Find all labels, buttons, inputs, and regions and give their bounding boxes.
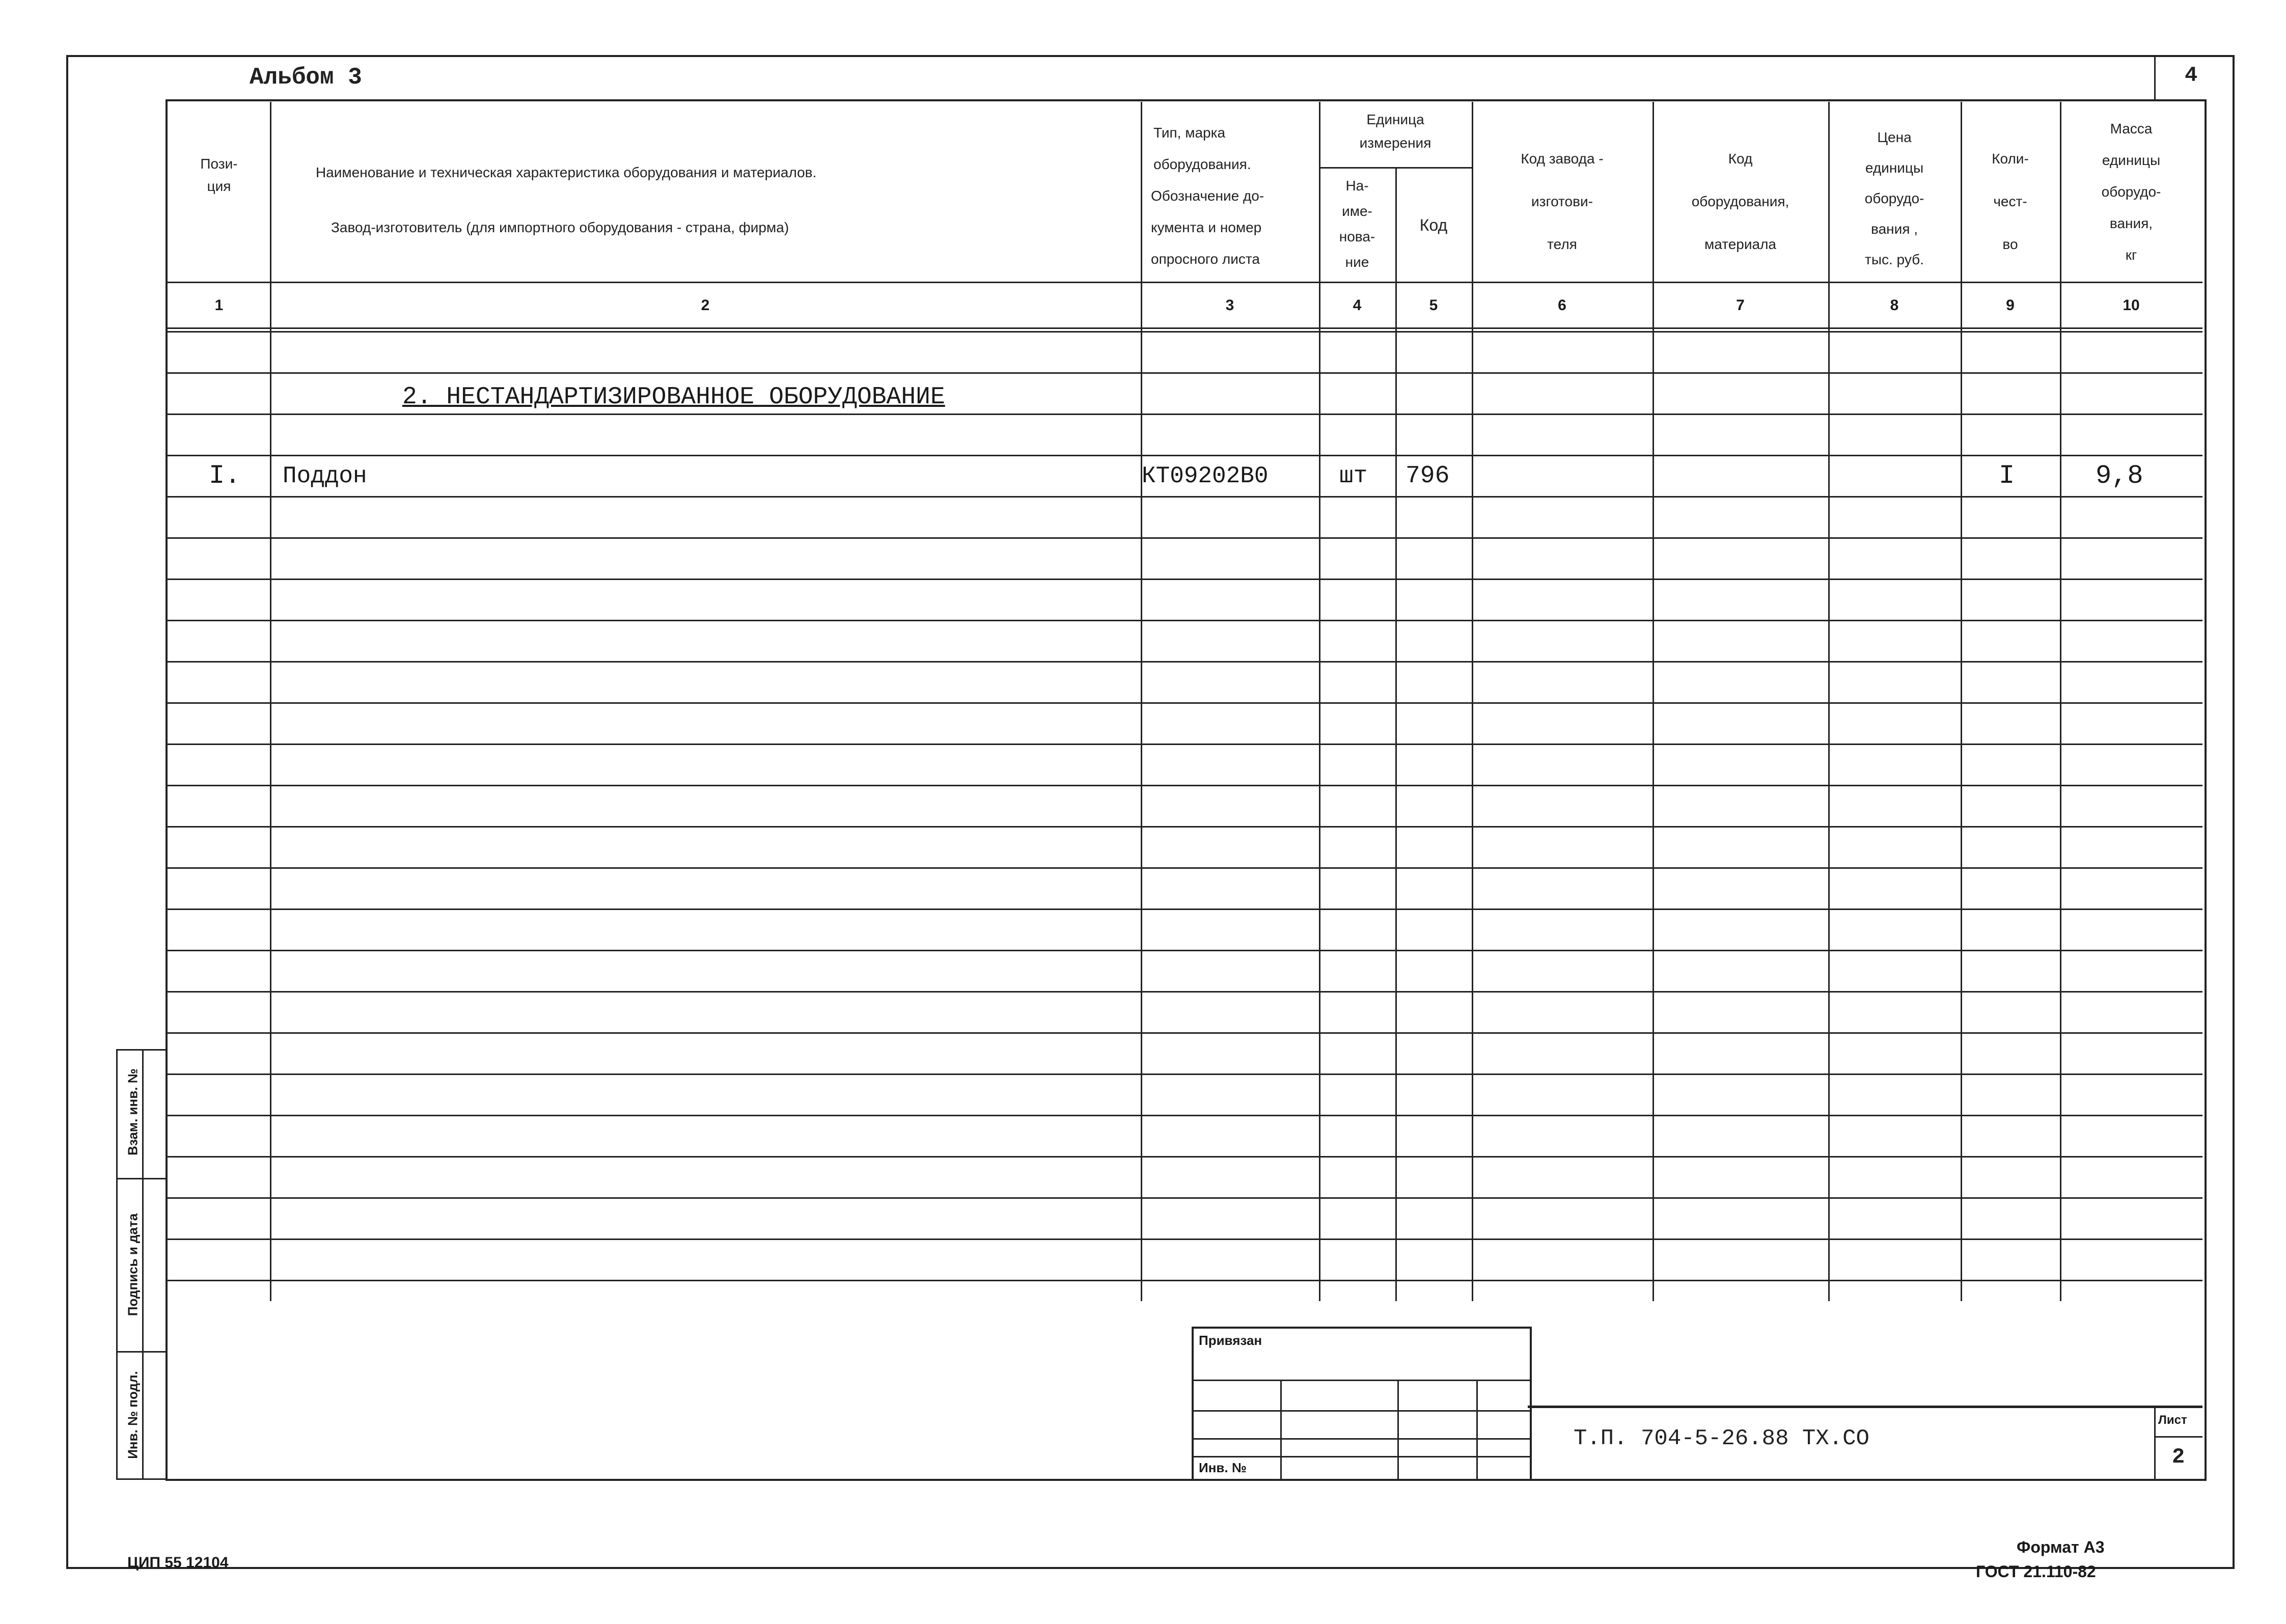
col-line-2 <box>1141 102 1142 1301</box>
cell-type-mark: КТ09202В0 <box>1142 463 1269 489</box>
colnum-10: 10 <box>2123 297 2140 314</box>
col-line-8 <box>1961 102 1962 1301</box>
gost-label: ГОСТ 21.110-82 <box>1976 1562 2096 1581</box>
table-row-line <box>166 1156 2202 1158</box>
col-line-1 <box>270 102 271 1301</box>
table-row-line <box>166 991 2202 993</box>
colnum-bottom-line <box>166 327 2202 329</box>
table-row-line <box>166 1074 2202 1075</box>
col-line-7 <box>1828 102 1830 1301</box>
header-col6-line3: теля <box>1547 236 1577 252</box>
title-block <box>1528 1406 2202 1479</box>
header-unit-line2: измерения <box>1359 135 1431 151</box>
header-col4-line2: име- <box>1342 203 1372 219</box>
left-strip-divider-v <box>142 1051 144 1478</box>
sheet-number: 2 <box>2172 1445 2185 1469</box>
header-col7-line2: оборудования, <box>1691 194 1789 209</box>
header-col10-line4: вания, <box>2109 215 2153 231</box>
header-col6-line2: изготови- <box>1531 194 1593 209</box>
section-title: 2. НЕСТАНДАРТИЗИРОВАННОЕ ОБОРУДОВАНИЕ <box>402 383 945 411</box>
stamp-grid-h3 <box>1194 1438 1530 1440</box>
header-col3 <box>1143 117 1316 275</box>
corner-number: 4 <box>2185 63 2198 88</box>
col-line-6 <box>1652 102 1654 1301</box>
col-line-3 <box>1319 102 1320 1301</box>
table-row-line <box>166 331 2202 333</box>
left-strip-label-2: Подпись и дата <box>125 1213 141 1316</box>
table-row-line <box>166 579 2202 580</box>
table-row-line <box>166 1032 2202 1034</box>
header-col4-line3: нова- <box>1339 229 1375 244</box>
header-col9-line1: Коли- <box>1992 151 2029 167</box>
header-col10-line2: единицы <box>2102 152 2161 168</box>
col-line-9 <box>2060 102 2061 1301</box>
header-col8-line2: единицы <box>1865 160 1924 176</box>
stamp-grid-h1 <box>1194 1380 1530 1381</box>
left-strip-label-1: Взам. инв. № <box>125 1068 141 1155</box>
header-col9 <box>1963 137 2057 266</box>
table-row-line <box>166 909 2202 910</box>
stamp-grid-v2 <box>1397 1380 1399 1479</box>
header-col3-line1: Тип, марка <box>1153 125 1226 141</box>
header-col8-line4: вания , <box>1871 221 1918 237</box>
cell-name: Поддон <box>283 463 367 489</box>
table-row-line <box>166 785 2202 786</box>
header-col2-line1: Наименование и техническая характеристика оборудования и материалов. <box>316 164 817 180</box>
header-col3-line5: опросного листа <box>1151 251 1260 267</box>
header-col3-line2: оборудования. <box>1153 156 1251 172</box>
table-row-line <box>166 537 2202 539</box>
header-unit-line1: Единица <box>1366 112 1424 127</box>
colnum-3: 3 <box>1225 297 1234 314</box>
table-row-line <box>166 1115 2202 1116</box>
header-col10 <box>2062 113 2200 271</box>
header-col6 <box>1474 137 1650 266</box>
header-col4-line4: ние <box>1345 254 1369 270</box>
table-row-line <box>166 950 2202 951</box>
sheet-cell-hline <box>2154 1436 2202 1438</box>
table-row-line <box>166 372 2202 374</box>
left-stamp-strip <box>116 1049 167 1480</box>
cell-mass: 9,8 <box>2096 461 2143 491</box>
header-col9-line2: чест- <box>1993 194 2027 209</box>
colnum-1: 1 <box>214 297 224 314</box>
document-code: Т.П. 704-5-26.88 ТХ.СО <box>1574 1426 1869 1451</box>
cell-unit-name: шт <box>1339 463 1368 489</box>
header-col3-line3: Обозначение до- <box>1151 188 1264 204</box>
header-col6-line1: Код завода - <box>1521 151 1604 167</box>
stamp-grid-h4 <box>1194 1456 1530 1457</box>
stamp-grid-h2 <box>1194 1410 1530 1412</box>
header-unit-group <box>1321 108 1469 155</box>
header-col5: Код <box>1419 216 1448 234</box>
table-row-line <box>166 1280 2202 1281</box>
header-col4 <box>1321 173 1393 275</box>
table-row-line <box>166 744 2202 745</box>
colnum-5: 5 <box>1429 297 1438 314</box>
footer-left-code: ЦИП 55 12104 <box>127 1554 229 1571</box>
header-col1 <box>171 153 267 198</box>
table-row-line <box>166 1238 2202 1240</box>
stamp-grid-v1 <box>1280 1380 1282 1479</box>
approval-stamp <box>1192 1327 1532 1481</box>
table-row-line <box>166 867 2202 869</box>
col-line-4 <box>1395 168 1397 1301</box>
header-col7 <box>1655 137 1826 266</box>
table-row-line <box>166 702 2202 704</box>
header-col2 <box>285 145 1131 255</box>
album-label: Альбом 3 <box>250 64 362 91</box>
left-strip-label-3: Инв. № подл. <box>125 1371 141 1459</box>
colnum-2: 2 <box>701 297 710 314</box>
colnum-6: 6 <box>1558 297 1566 314</box>
table-row-line <box>166 1197 2202 1199</box>
header-col8-line3: оборудо- <box>1864 190 1924 206</box>
header-col3-line4: кумента и номер <box>1151 219 1262 235</box>
header-bottom-line <box>166 282 2202 283</box>
format-label: Формат А3 <box>2017 1538 2105 1556</box>
cell-position: I. <box>209 461 241 491</box>
colnum-7: 7 <box>1736 297 1745 314</box>
header-col4-line1: На- <box>1345 178 1369 194</box>
header-col1-line2: ция <box>207 178 231 194</box>
header-col10-line3: оборудо- <box>2101 184 2161 200</box>
inv-label: Инв. № <box>1199 1460 1247 1475</box>
col-line-5 <box>1472 102 1473 1301</box>
header-col7-line3: материала <box>1704 236 1776 252</box>
table-row-line <box>166 661 2202 663</box>
table-row-line <box>166 620 2202 621</box>
header-col8-line5: тыс. руб. <box>1865 252 1924 267</box>
header-col8 <box>1831 122 1958 275</box>
approved-label: Привязан <box>1199 1333 1262 1348</box>
cell-quantity: I <box>1999 461 2015 491</box>
header-col10-line1: Масса <box>2110 121 2153 136</box>
header-col10-line5: кг <box>2125 247 2137 263</box>
header-col9-line3: во <box>2002 236 2018 252</box>
header-col1-line1: Пози- <box>200 156 238 172</box>
table-row-line <box>166 826 2202 828</box>
header-col8-line1: Цена <box>1877 129 1912 145</box>
colnum-9: 9 <box>2006 297 2015 314</box>
cell-unit-code: 796 <box>1406 462 1450 490</box>
sheet-cell-divider <box>2154 1408 2156 1479</box>
stamp-grid-v3 <box>1476 1380 1478 1479</box>
header-col2-line2: Завод-изготовитель (для импортного оборудования - страна, фирма) <box>331 219 789 235</box>
sheet-label: Лист <box>2158 1413 2187 1427</box>
colnum-8: 8 <box>1890 297 1899 314</box>
colnum-4: 4 <box>1353 297 1362 314</box>
header-col7-line1: Код <box>1728 151 1753 167</box>
